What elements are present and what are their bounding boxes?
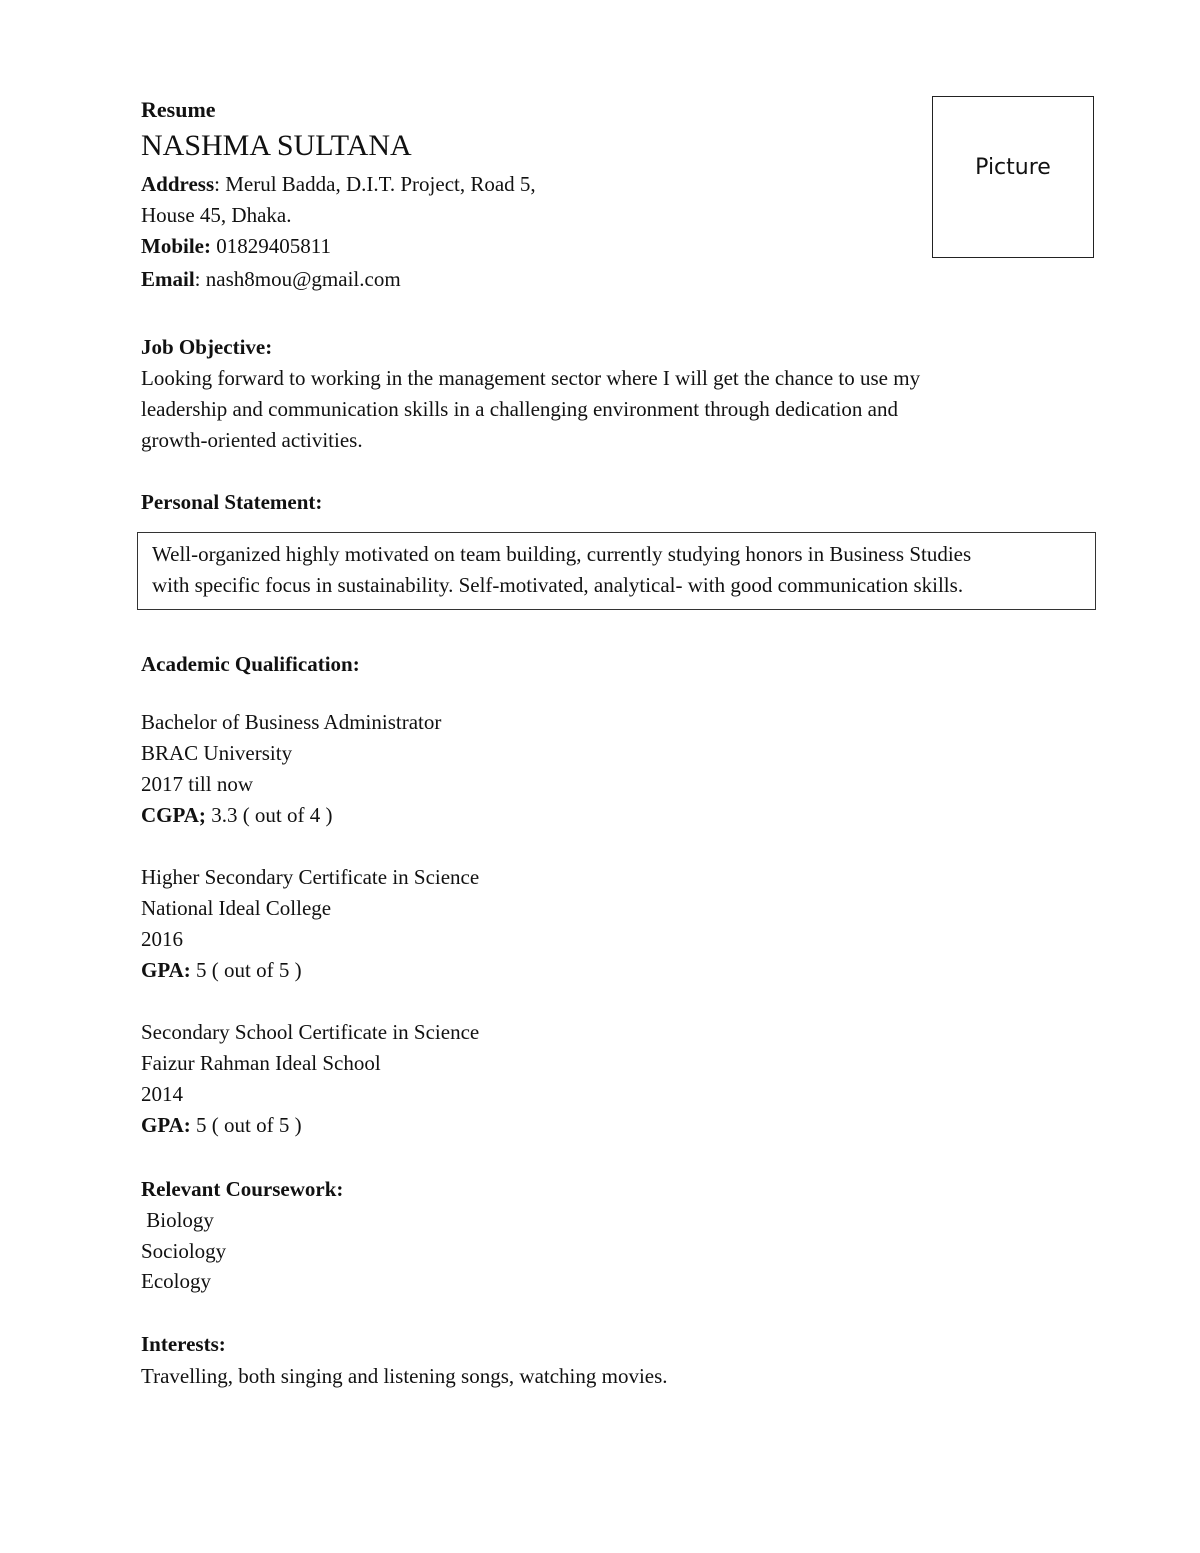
address-value: : Merul Badda, D.I.T. Project, Road 5, [214,172,536,196]
personal-statement-heading: Personal Statement: [141,490,323,514]
picture-placeholder [932,96,1094,258]
academic-institution: National Ideal College [141,896,332,920]
interests-heading: Interests: [141,1332,226,1356]
academic-year: 2017 till now [141,772,254,796]
personal-statement-line: with specific focus in sustainability. Self-motivated, analytical- with good communication skills. [152,573,964,597]
job-objective-line: growth-oriented activities. [141,428,363,452]
grade-value: 5 ( out of 5 ) [190,958,302,982]
coursework-item: Biology [141,1208,214,1232]
grade-value: 5 ( out of 5 ) [190,1113,302,1137]
email-value: : nash8mou@gmail.com [194,267,401,291]
academic-degree: Bachelor of Business Administrator [141,710,442,734]
academic-institution: BRAC University [141,741,293,765]
grade-label: GPA: [141,958,191,982]
interests-text: Travelling, both singing and listening songs, watching movies. [141,1364,668,1388]
grade-label: CGPA; [141,803,206,827]
grade-value: 3.3 ( out of 4 ) [205,803,333,827]
academic-grade [141,955,302,986]
academic-year: 2016 [141,927,183,951]
mobile-value: 01829405811 [210,234,331,258]
email-line [141,264,401,295]
grade-label: GPA: [141,1113,191,1137]
mobile-line [141,231,331,262]
personal-statement-box [137,532,1096,610]
academic-heading: Academic Qualification: [141,652,360,676]
academic-institution: Faizur Rahman Ideal School [141,1051,381,1075]
mobile-label: Mobile: [141,234,211,258]
picture-label: Picture [975,155,1051,180]
coursework-item: Sociology [141,1239,227,1263]
academic-grade [141,800,333,831]
academic-year: 2014 [141,1082,183,1106]
job-objective-line: Looking forward to working in the management sector where I will get the chance to use my [141,366,921,390]
coursework-item: Ecology [141,1269,211,1293]
address-line-1 [141,169,536,200]
coursework-heading: Relevant Coursework: [141,1177,344,1201]
academic-degree: Secondary School Certificate in Science [141,1020,480,1044]
candidate-name: NASHMA SULTANA [141,129,412,162]
job-objective-heading: Job Objective: [141,335,273,359]
address-label: Address [141,172,215,196]
document-title: Resume [141,97,216,122]
job-objective-line: leadership and communication skills in a challenging environment through dedication and [141,397,898,421]
address-line-2: House 45, Dhaka. [141,203,292,227]
academic-grade [141,1110,302,1141]
email-label: Email [141,267,195,291]
personal-statement-line: Well-organized highly motivated on team building, currently studying honors in Business Studies [152,542,972,566]
academic-degree: Higher Secondary Certificate in Science [141,865,480,889]
